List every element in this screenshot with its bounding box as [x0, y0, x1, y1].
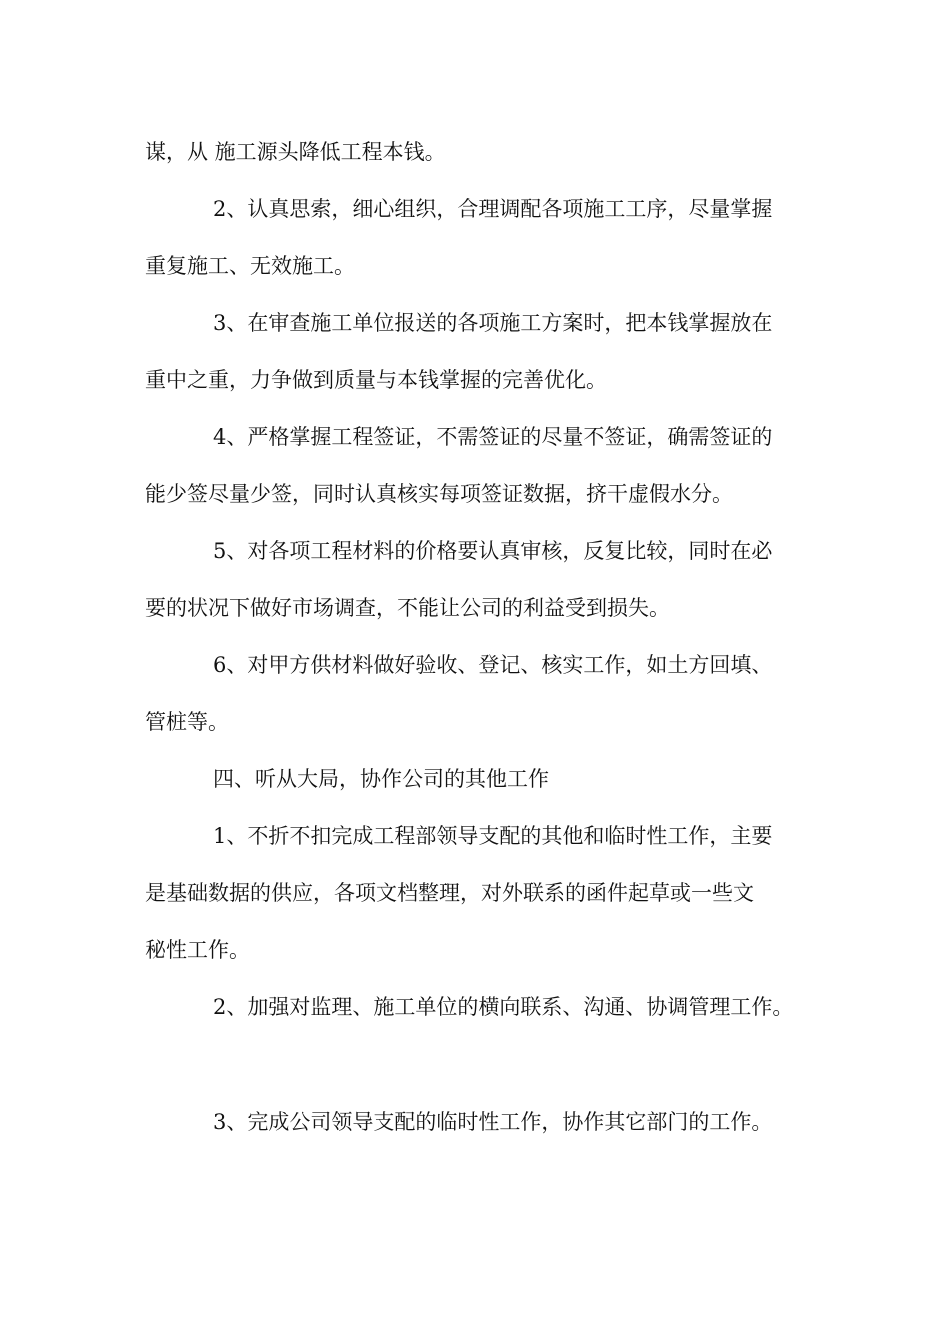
text-line: 管桩等。	[145, 710, 229, 734]
text-line: 要的状况下做好市场调查，不能让公司的利益受到损失。	[145, 596, 670, 620]
text-line: 重中之重，力争做到质量与本钱掌握的完善优化。	[145, 368, 607, 392]
text-line: 1、不折不扣完成工程部领导支配的其他和临时性工作，主要	[213, 824, 773, 848]
text-line: 重复施工、无效施工。	[145, 254, 355, 278]
text-line: 秘性工作。	[145, 938, 250, 962]
section-heading: 四、听从大局，协作公司的其他工作	[213, 767, 549, 791]
text-line: 谋，从 施工源头降低工程本钱。	[145, 140, 446, 164]
text-line: 2、加强对监理、施工单位的横向联系、沟通、协调管理工作。	[213, 995, 794, 1019]
text-line: 6、对甲方供材料做好验收、登记、核实工作，如土方回填、	[213, 653, 773, 677]
text-line: 2、认真思索，细心组织，合理调配各项施工工序，尽量掌握	[213, 197, 773, 221]
text-line: 3、在审查施工单位报送的各项施工方案时，把本钱掌握放在	[213, 311, 773, 335]
text-line: 4、严格掌握工程签证，不需签证的尽量不签证，确需签证的	[213, 425, 773, 449]
text-line: 能少签尽量少签，同时认真核实每项签证数据，挤干虚假水分。	[145, 482, 733, 506]
text-line: 5、对各项工程材料的价格要认真审核，反复比较，同时在必	[213, 539, 773, 563]
text-line: 是基础数据的供应，各项文档整理，对外联系的函件起草或一些文	[145, 881, 754, 905]
text-line: 3、完成公司领导支配的临时性工作，协作其它部门的工作。	[213, 1110, 773, 1134]
